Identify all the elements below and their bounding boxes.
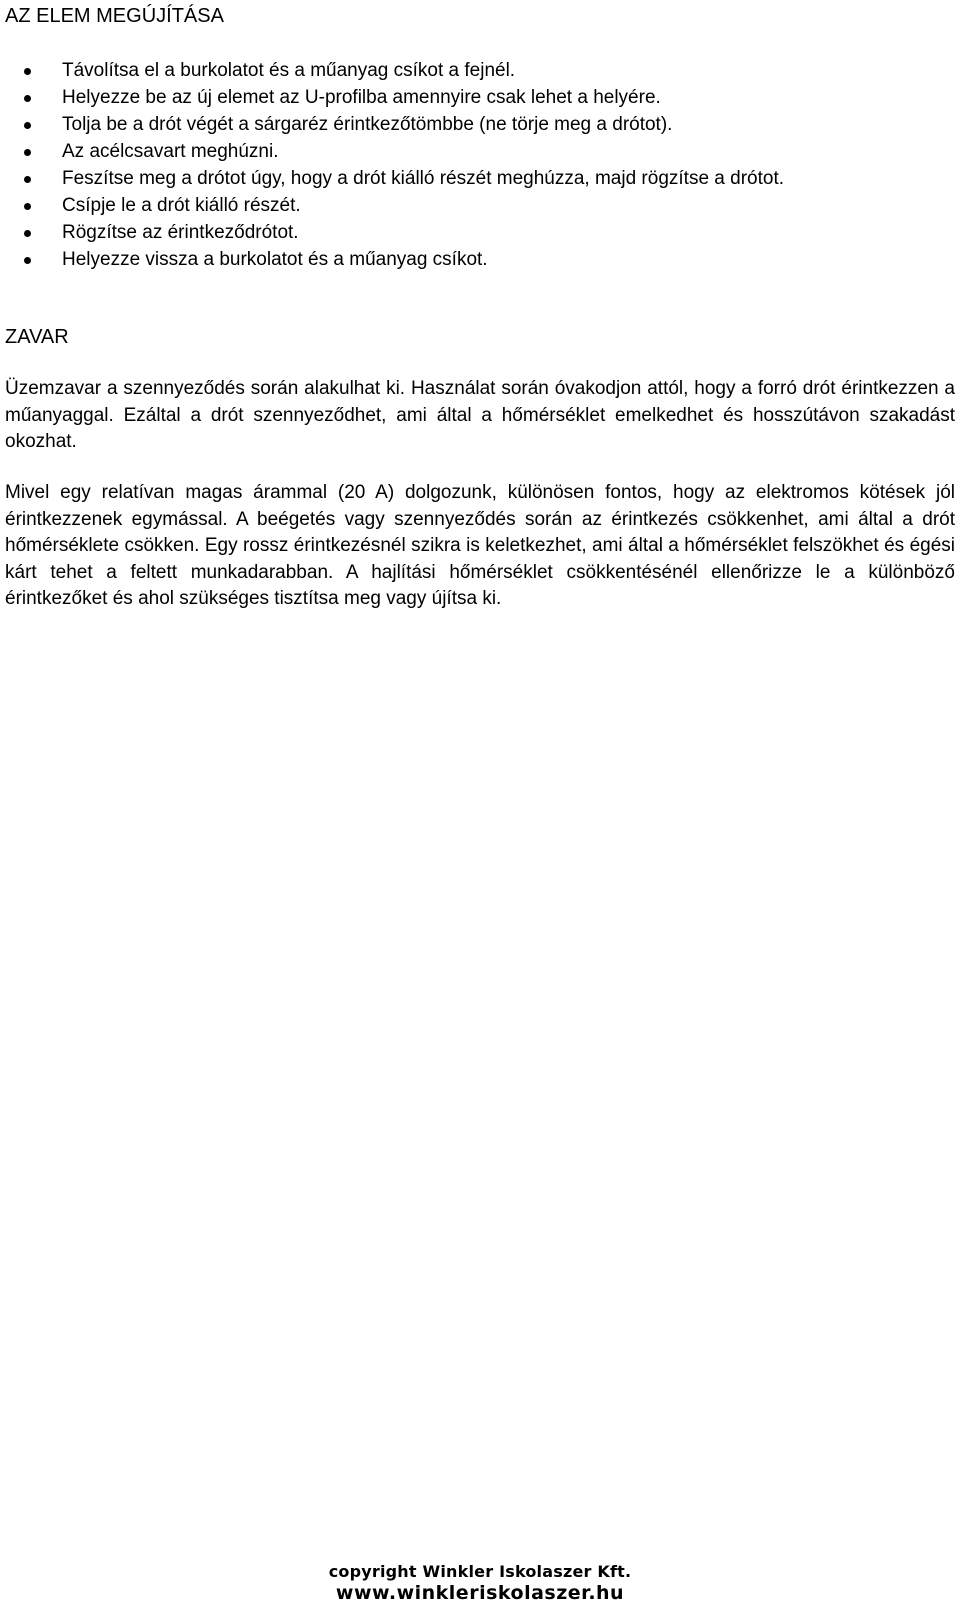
renewal-steps-list xyxy=(5,57,955,273)
bullet-icon xyxy=(24,95,31,102)
bullet-icon xyxy=(24,68,31,75)
fault-paragraph-2: Mivel egy relatívan magas árammal (20 A) dolgozunk, különösen fontos, hogy az elektromos kötések jól érintkezzenek egymással. A beégetés vagy szennyeződés során az érintkezés csökkenhet, ami által a drót hőmérséklete csökken. Egy rossz érintkezésnél szikra is keletkezhet, ami által a hőmérséklet felszökhet és égési kárt tehet a feltett munkadarabban. A hajlítási hőmérséklet csökkentésénél ellenőrizze le a különböző érintkezőket és ahol szükséges tisztítsa meg vagy újítsa ki. xyxy=(5,482,955,609)
bullet-icon xyxy=(24,203,31,210)
step-text: Tolja be a drót végét a sárgaréz érintkezőtömbbe (ne törje meg a drótot). xyxy=(62,114,673,135)
list-item xyxy=(5,138,955,165)
bullet-icon xyxy=(24,257,31,264)
step-text: Távolítsa el a burkolatot és a műanyag csíkot a fejnél. xyxy=(62,60,516,81)
step-text: Rögzítse az érintkeződrótot. xyxy=(62,222,299,243)
bullet-icon xyxy=(24,230,31,237)
step-text: Feszítse meg a drótot úgy, hogy a drót kiálló részét meghúzza, majd rögzítse a drótot. xyxy=(62,168,784,189)
list-item xyxy=(5,57,955,84)
list-item xyxy=(5,192,955,219)
bullet-icon xyxy=(24,122,31,129)
footer-website: www.winkleriskolaszer.hu xyxy=(335,1582,625,1604)
bullet-icon xyxy=(24,149,31,156)
list-item xyxy=(5,219,955,246)
footer-copyright: copyright Winkler Iskolaszer Kft. xyxy=(328,1562,632,1581)
section-title-fault: ZAVAR xyxy=(5,326,69,348)
list-item xyxy=(5,246,955,273)
fault-paragraph-1: Üzemzavar a szennyeződés során alakulhat ki. Használat során óvakodjon attól, hogy a forró drót érintkezzen a műanyaggal. Ezáltal a drót szennyeződhet, ami által a hőmérséklet emelkedhet és hosszútávon szakadást okozhat. xyxy=(5,378,955,452)
section-title-renewal: AZ ELEM MEGÚJÍTÁSA xyxy=(5,5,224,27)
step-text: Csípje le a drót kiálló részét. xyxy=(62,195,301,216)
step-text: Helyezze be az új elemet az U-profilba amennyire csak lehet a helyére. xyxy=(62,87,661,108)
page-footer xyxy=(0,1562,960,1604)
step-text: Az acélcsavart meghúzni. xyxy=(62,141,279,162)
list-item xyxy=(5,165,955,192)
bullet-icon xyxy=(24,176,31,183)
step-text: Helyezze vissza a burkolatot és a műanyag csíkot. xyxy=(62,249,488,270)
list-item xyxy=(5,111,955,138)
list-item xyxy=(5,84,955,111)
